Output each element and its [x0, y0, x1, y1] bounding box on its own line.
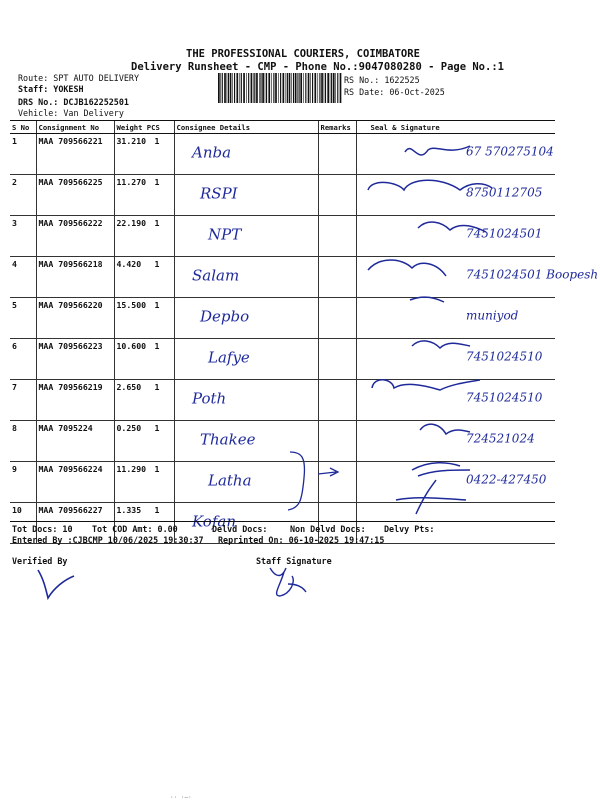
staff-signature-label: Staff Signature	[256, 556, 332, 566]
barcode-bar	[234, 73, 235, 103]
table-row	[10, 339, 555, 380]
barcode-bar	[330, 73, 331, 103]
row-weight	[114, 339, 174, 380]
runsheet-table	[10, 120, 555, 544]
barcode-bar	[227, 73, 228, 103]
signature-note: 8750112705	[466, 185, 543, 200]
barcode-bar	[312, 73, 313, 103]
table-row	[10, 380, 555, 421]
footer-divider	[10, 521, 555, 522]
weight-value: 0.250	[116, 423, 142, 433]
row-sno: 10	[10, 503, 36, 544]
row-consignment: MAA 709566219	[36, 380, 114, 421]
consignee-handwriting: Depbo	[200, 307, 250, 326]
consignee-handwriting: Lafye	[208, 348, 250, 367]
pcs-value: 1	[154, 218, 160, 228]
barcode-bar	[251, 73, 253, 103]
reprinted-on: Reprinted On: 06-10-2025 19:47:15	[218, 535, 385, 545]
row-weight	[114, 216, 174, 257]
row-remarks	[318, 380, 356, 421]
barcode-bar	[335, 73, 336, 103]
signature-note: 724521024	[466, 431, 535, 446]
row-signature	[356, 298, 555, 339]
row-remarks	[318, 257, 356, 298]
weight-value: 1.335	[116, 505, 142, 515]
barcode-bar	[340, 73, 342, 103]
row-weight	[114, 380, 174, 421]
row-remarks	[318, 339, 356, 380]
barcode-bar	[271, 73, 272, 103]
barcode-bar	[291, 73, 292, 103]
pcs-value: 1	[154, 423, 160, 433]
barcode-bar	[327, 73, 329, 103]
row-sno: 2	[10, 175, 36, 216]
row-consignment: MAA 709566225	[36, 175, 114, 216]
route-label: Route: SPT AUTO DELIVERY	[18, 73, 140, 83]
weight-value: 2.650	[116, 382, 142, 392]
barcode-bar	[310, 73, 311, 103]
consignee-handwriting: Latha	[208, 471, 252, 490]
staff-signature	[262, 562, 312, 602]
table-header-row	[10, 121, 555, 134]
signature-note: muniyod	[466, 308, 519, 323]
row-signature	[356, 503, 555, 544]
barcode-bar	[253, 73, 254, 103]
consignee-handwriting: Kofan	[192, 512, 236, 531]
barcode-bar	[273, 73, 274, 103]
row-consignment: MAA 709566227	[36, 503, 114, 544]
verified-signature	[30, 566, 80, 602]
barcode-bar	[243, 73, 245, 103]
barcode-image	[218, 73, 340, 103]
col-remarks: Remarks	[318, 121, 356, 134]
row-sno: 4	[10, 257, 36, 298]
row-consignment: MAA 709566223	[36, 339, 114, 380]
weight-value: 22.190	[116, 218, 147, 228]
signature-note: 7451024501 Boopesh	[466, 267, 599, 282]
consignee-handwriting: RSPI	[200, 184, 238, 203]
row-consignment: MAA 709566220	[36, 298, 114, 339]
vehicle-label: Vehicle: Van Delivery	[18, 108, 124, 118]
row-sno: 3	[10, 216, 36, 257]
barcode-bar	[303, 73, 304, 103]
col-consignment: Consignment No	[36, 121, 114, 134]
barcode-bar	[286, 73, 287, 103]
row-consignment: MAA 7095224	[36, 421, 114, 462]
barcode-bar	[321, 73, 323, 103]
weight-value: 11.270	[116, 177, 147, 187]
barcode-bar	[268, 73, 270, 103]
row-consignment: MAA 709566224	[36, 462, 114, 503]
table-row	[10, 175, 555, 216]
barcode-bar	[280, 73, 281, 103]
delvy-pts: Delvy Pts:	[384, 524, 435, 534]
barcode-bar	[319, 73, 320, 103]
row-sno: 8	[10, 421, 36, 462]
row-consignee	[174, 380, 318, 421]
barcode-bar	[324, 73, 325, 103]
barcode-bar	[337, 73, 338, 103]
row-remarks	[318, 298, 356, 339]
barcode-bar	[308, 73, 310, 103]
row-weight	[114, 298, 174, 339]
pcs-value: 1	[154, 300, 160, 310]
barcode-bar	[317, 73, 318, 103]
pcs-value: 1	[154, 505, 160, 515]
pcs-value: 1	[154, 341, 160, 351]
barcode-bar	[230, 73, 232, 103]
pcs-value: 1	[154, 259, 160, 269]
barcode-bar	[246, 73, 247, 103]
table-row	[10, 134, 555, 175]
row-signature	[356, 175, 555, 216]
row-consignee	[174, 298, 318, 339]
barcode-bar	[224, 73, 226, 103]
barcode-bar	[266, 73, 267, 103]
barcode-bar	[248, 73, 249, 103]
table-row	[10, 298, 555, 339]
row-consignee	[174, 134, 318, 175]
weight-value: 11.290	[116, 464, 147, 474]
barcode-bar	[236, 73, 238, 103]
barcode-bar	[325, 73, 326, 103]
weight-value: 10.600	[116, 341, 147, 351]
barcode-bar	[331, 73, 332, 103]
barcode-bar	[297, 73, 298, 103]
row-remarks	[318, 175, 356, 216]
tot-cod-amt: Tot COD Amt: 0.00	[92, 524, 178, 534]
delvd-docs: Delvd Docs:	[212, 524, 268, 534]
barcode-bar	[239, 73, 240, 103]
weight-value: 31.210	[116, 136, 147, 146]
barcode-bar	[241, 73, 242, 103]
barcode-bar	[278, 73, 279, 103]
staff-label: Staff: YOKESH	[18, 84, 84, 94]
row-consignment: MAA 709566218	[36, 257, 114, 298]
barcode-bar	[295, 73, 297, 103]
row-sno: 1	[10, 134, 36, 175]
signature-note: 0422-427450	[466, 472, 547, 487]
row-consignee	[174, 462, 318, 503]
row-remarks	[318, 134, 356, 175]
col-weight-pcs: Weight PCS	[114, 121, 174, 134]
row-consignment: MAA 709566221	[36, 134, 114, 175]
row-consignee	[174, 339, 318, 380]
row-sno: 6	[10, 339, 36, 380]
row-consignee	[174, 257, 318, 298]
col-consignee: Consignee Details	[174, 121, 318, 134]
barcode-bar	[232, 73, 233, 103]
barcode-bar	[275, 73, 277, 103]
barcode-bar	[222, 73, 223, 103]
row-consignee	[174, 421, 318, 462]
row-remarks	[318, 462, 356, 503]
row-signature	[356, 339, 555, 380]
barcode-bar	[300, 73, 302, 103]
barcode-bar	[260, 73, 261, 103]
rs-date: RS Date: 06-Oct-2025	[344, 87, 445, 97]
weight-value: 15.500	[116, 300, 147, 310]
consignee-handwriting: Salam	[192, 266, 240, 285]
consignee-handwriting: Thakee	[200, 430, 256, 449]
barcode-bar	[254, 73, 255, 103]
footer-mark: ·· ·—·	[170, 794, 192, 801]
barcode-bar	[293, 73, 294, 103]
barcode-bar	[218, 73, 220, 103]
barcode-bar	[314, 73, 316, 103]
signature-note: 7451024510	[466, 349, 543, 364]
consignee-handwriting: Anba	[192, 143, 232, 162]
barcode-bar	[289, 73, 291, 103]
row-consignment: MAA 709566222	[36, 216, 114, 257]
row-weight	[114, 134, 174, 175]
pcs-value: 1	[154, 382, 160, 392]
barcode-bar	[265, 73, 266, 103]
row-signature	[356, 462, 555, 503]
tot-docs: Tot Docs: 10	[12, 524, 73, 534]
runsheet-subtitle: Delivery Runsheet - CMP - Phone No.:9047080280 - Page No.:1	[131, 61, 504, 73]
consignee-handwriting: NPT	[208, 225, 242, 244]
signature-note: 7451024510	[466, 390, 543, 405]
signature-note: 7451024501	[466, 226, 543, 241]
drs-number: DRS No.: DCJB162252501	[18, 97, 129, 107]
row-weight	[114, 462, 174, 503]
barcode-bar	[228, 73, 229, 103]
signature-note: 67 570275104	[466, 144, 554, 159]
row-weight	[114, 257, 174, 298]
weight-value: 4.420	[116, 259, 142, 269]
row-consignee	[174, 216, 318, 257]
table-row	[10, 462, 555, 503]
barcode-bar	[299, 73, 300, 103]
row-consignee	[174, 175, 318, 216]
barcode-bar	[283, 73, 285, 103]
row-sno: 5	[10, 298, 36, 339]
pcs-value: 1	[154, 464, 160, 474]
consignee-handwriting: Poth	[192, 389, 227, 408]
row-signature	[356, 380, 555, 421]
barcode-bar	[287, 73, 288, 103]
row-remarks	[318, 216, 356, 257]
col-sno: S No	[10, 121, 36, 134]
table-row	[10, 421, 555, 462]
col-signature: Seal & Signature	[356, 121, 555, 134]
non-delvd-docs: Non Delvd Docs:	[290, 524, 366, 534]
row-signature	[356, 257, 555, 298]
row-weight	[114, 421, 174, 462]
pcs-value: 1	[154, 177, 160, 187]
barcode-bar	[220, 73, 221, 103]
row-signature	[356, 134, 555, 175]
pcs-value: 1	[154, 136, 160, 146]
barcode-bar	[256, 73, 258, 103]
verified-by-label: Verified By	[12, 556, 68, 566]
barcode-bar	[333, 73, 335, 103]
company-name: THE PROFESSIONAL COURIERS, COIMBATORE	[186, 48, 420, 60]
barcode-bar	[262, 73, 264, 103]
row-sno: 7	[10, 380, 36, 421]
table-row	[10, 216, 555, 257]
row-signature	[356, 216, 555, 257]
barcode-bar	[305, 73, 306, 103]
row-remarks	[318, 421, 356, 462]
row-signature	[356, 421, 555, 462]
table-row	[10, 257, 555, 298]
rs-number: RS No.: 1622525	[344, 75, 420, 85]
row-sno: 9	[10, 462, 36, 503]
entered-by: Entered By :CJBCMP 10/06/2025 19:30:37	[12, 535, 204, 545]
barcode-bar	[259, 73, 260, 103]
row-weight	[114, 175, 174, 216]
